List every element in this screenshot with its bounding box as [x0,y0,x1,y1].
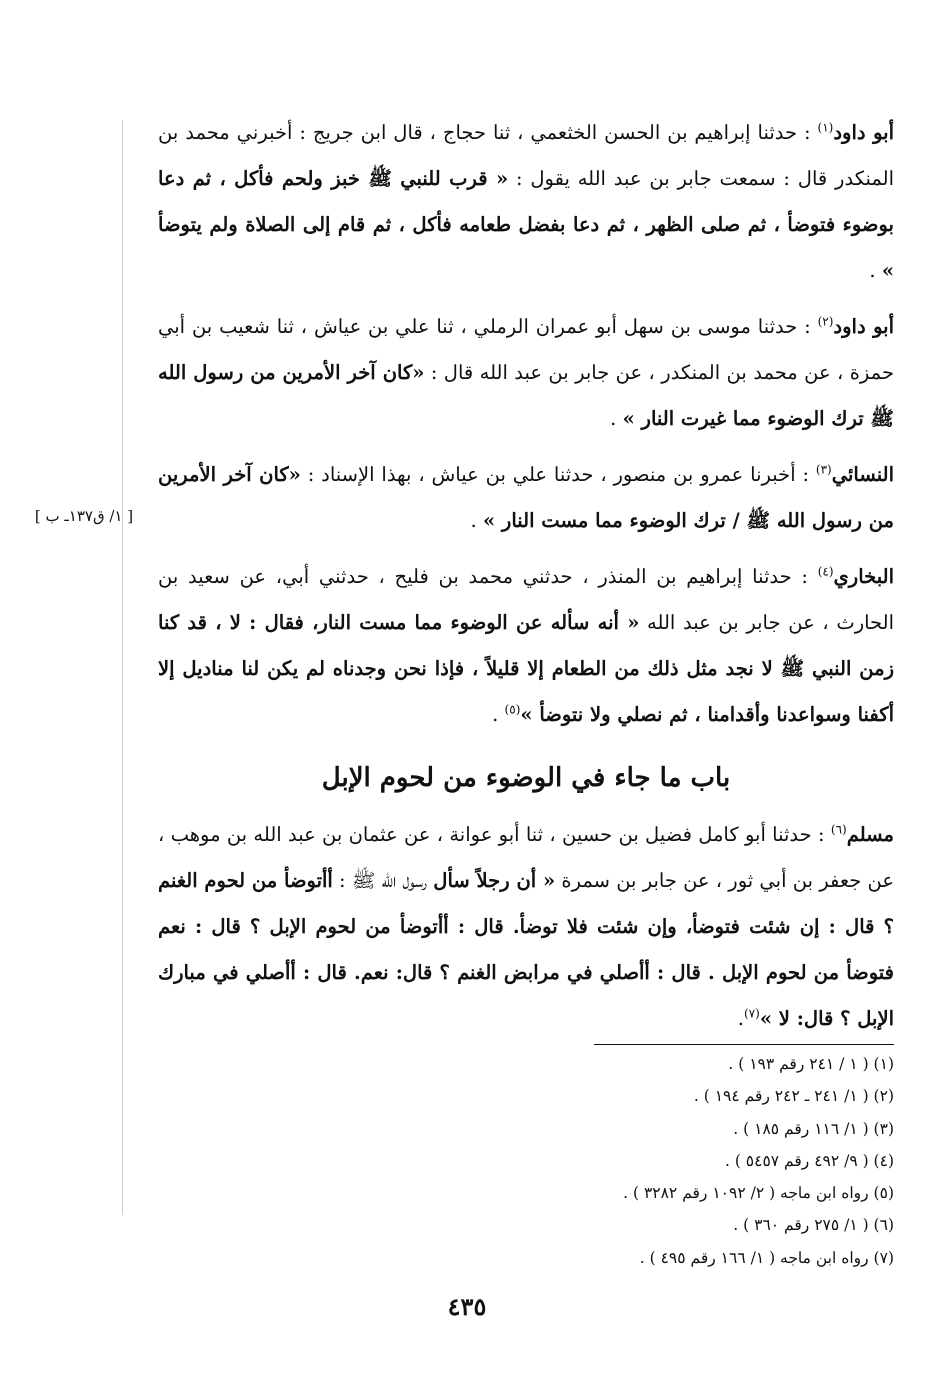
footnote-ref[interactable]: (٢) [817,314,834,329]
footnote-ref[interactable]: (١) [817,120,834,135]
hadith-text: أأتوضأ من لحوم الغنم ؟ قال : إن شئت فتوضأ، وإن شئت فلا توضأ. قال : أأتوضأ من لحوم الإبل ؟ قال : نعم فتوضأ من لحوم الإبل . قال : أأصلي في مرابض الغنم ؟ قال: نعم. قال : أأصلي في مبارك الإبل ؟ قال: لا » [158,869,894,1030]
footnote-item: (٦) ( ١/ ٢٧٥ رقم ٣٦٠ ) . [733,1216,894,1235]
footnote-ref[interactable]: (٧) [743,1006,760,1021]
paragraph-end: . [492,703,505,726]
manuscript-folio-note: [ ١/ ق١٣٧ـ ب ] [34,507,134,525]
footnote-item: (٣) ( ١/ ١١٦ رقم ١٨٥ ) . [733,1119,894,1138]
hadith-text: «كان آخر الأمرين من رسول الله ﷺ / ترك الوضوء مما مست النار » [158,463,894,532]
source-name: مسلم [846,823,894,846]
paragraph-end: . [470,509,483,532]
footnote-item: (٥) رواه ابن ماجه ( ٢/ ١٠٩٢ رقم ٣٢٨٢ ) . [623,1184,894,1203]
hadith-text-opening: « أن رجلاً سأل [433,869,556,892]
source-name: البخاري [833,565,894,588]
paragraph-end: . [869,259,882,282]
isnad-chain: : حدثنا إبراهيم بن الحسن الخثعمي ، ثنا حجاج ، قال ابن جريج : أخبرني محمد بن المنكدر قال : سمعت جابر بن عبد الله يقول : [158,121,894,190]
hadith-text: « قرب للنبي ﷺ خبز ولحم فأكل ، ثم دعا بوضوء فتوضأ ، ثم صلى الظهر ، ثم دعا بفضل طعامه فأكل ، ثم قام إلى الصلاة ولم يتوضأ » [158,167,894,282]
footnote-ref[interactable]: (٦) [830,822,847,837]
chapter-heading: باب ما جاء في الوضوء من لحوم الإبل [321,763,731,793]
source-name: أبو داود [833,121,894,144]
hadith-paragraph-muslim [158,812,894,1042]
hadith-paragraph-bukhari [158,554,894,738]
footnote-item: (٧) رواه ابن ماجه ( ١/ ١٦٦ رقم ٤٩٥ ) . [639,1248,894,1267]
hadith-paragraph-abu-dawud-2 [158,304,894,442]
page-number: ٤٣٥ [447,1292,487,1321]
isnad-chain: : أخبرنا عمرو بن منصور ، حدثنا علي بن عياش ، بهذا الإسناد : [300,463,816,486]
hadith-paragraph-nasai [158,452,894,544]
footnote-ref[interactable]: (٤) [817,564,834,579]
paragraph-end: . [737,1007,744,1030]
isnad-chain: : حدثنا إبراهيم بن المنذر ، حدثني محمد بن فليح ، حدثني أبي، عن سعيد بن الحارث ، عن جابر بن عبد الله [158,565,894,634]
margin-rule [122,120,123,1215]
footnotes [470,1048,894,1274]
source-name: أبو داود [833,315,894,338]
hadith-text: « أنه سأله عن الوضوء مما مست النار، فقال : لا ، قد كنا زمن النبي ﷺ لا نجد مثل ذلك من الطعام إلا قليلاً ، فإذا نحن وجدناه لم يكن لنا مناديل إلا أكفنا وسواعدنا وأقدامنا ، ثم نصلي ولا نتوضأ » [158,611,894,726]
hadith-addressee: رسول الله ﷺ : [332,869,434,892]
isnad-chain: : حدثنا أبو كامل فضيل بن حسين ، ثنا أبو عوانة ، عن عثمان بن عبد الله بن موهب ، عن جعفر بن أبي ثور ، عن جابر بن سمرة [158,823,894,892]
footnote-item: (٢) ( ١/ ٢٤١ ـ ٢٤٢ رقم ١٩٤ ) . [693,1087,894,1106]
footnote-item: (٤) ( ٩/ ٤٩٢ رقم ٥٤٥٧ ) . [724,1151,894,1170]
footnote-item: (١) ( ١ / ٢٤١ رقم ١٩٣ ) . [728,1055,894,1073]
main-text [158,110,894,1052]
footnote-ref[interactable]: (٥) [504,702,521,717]
footnote-separator [594,1044,894,1045]
isnad-chain: : حدثنا موسى بن سهل أبو عمران الرملي ، ثنا علي بن عياش ، ثنا شعيب بن أبي حمزة ، عن محمد بن المنكدر ، عن جابر بن عبد الله قال : [158,315,895,384]
source-name: النسائي [831,463,894,486]
paragraph-end: . [610,407,623,430]
footnote-ref[interactable]: (٣) [815,462,832,477]
hadith-paragraph-abu-dawud-1 [158,110,894,294]
hadith-text: «كان آخر الأمرين من رسول الله ﷺ ترك الوضوء مما غيرت النار » [158,361,894,430]
